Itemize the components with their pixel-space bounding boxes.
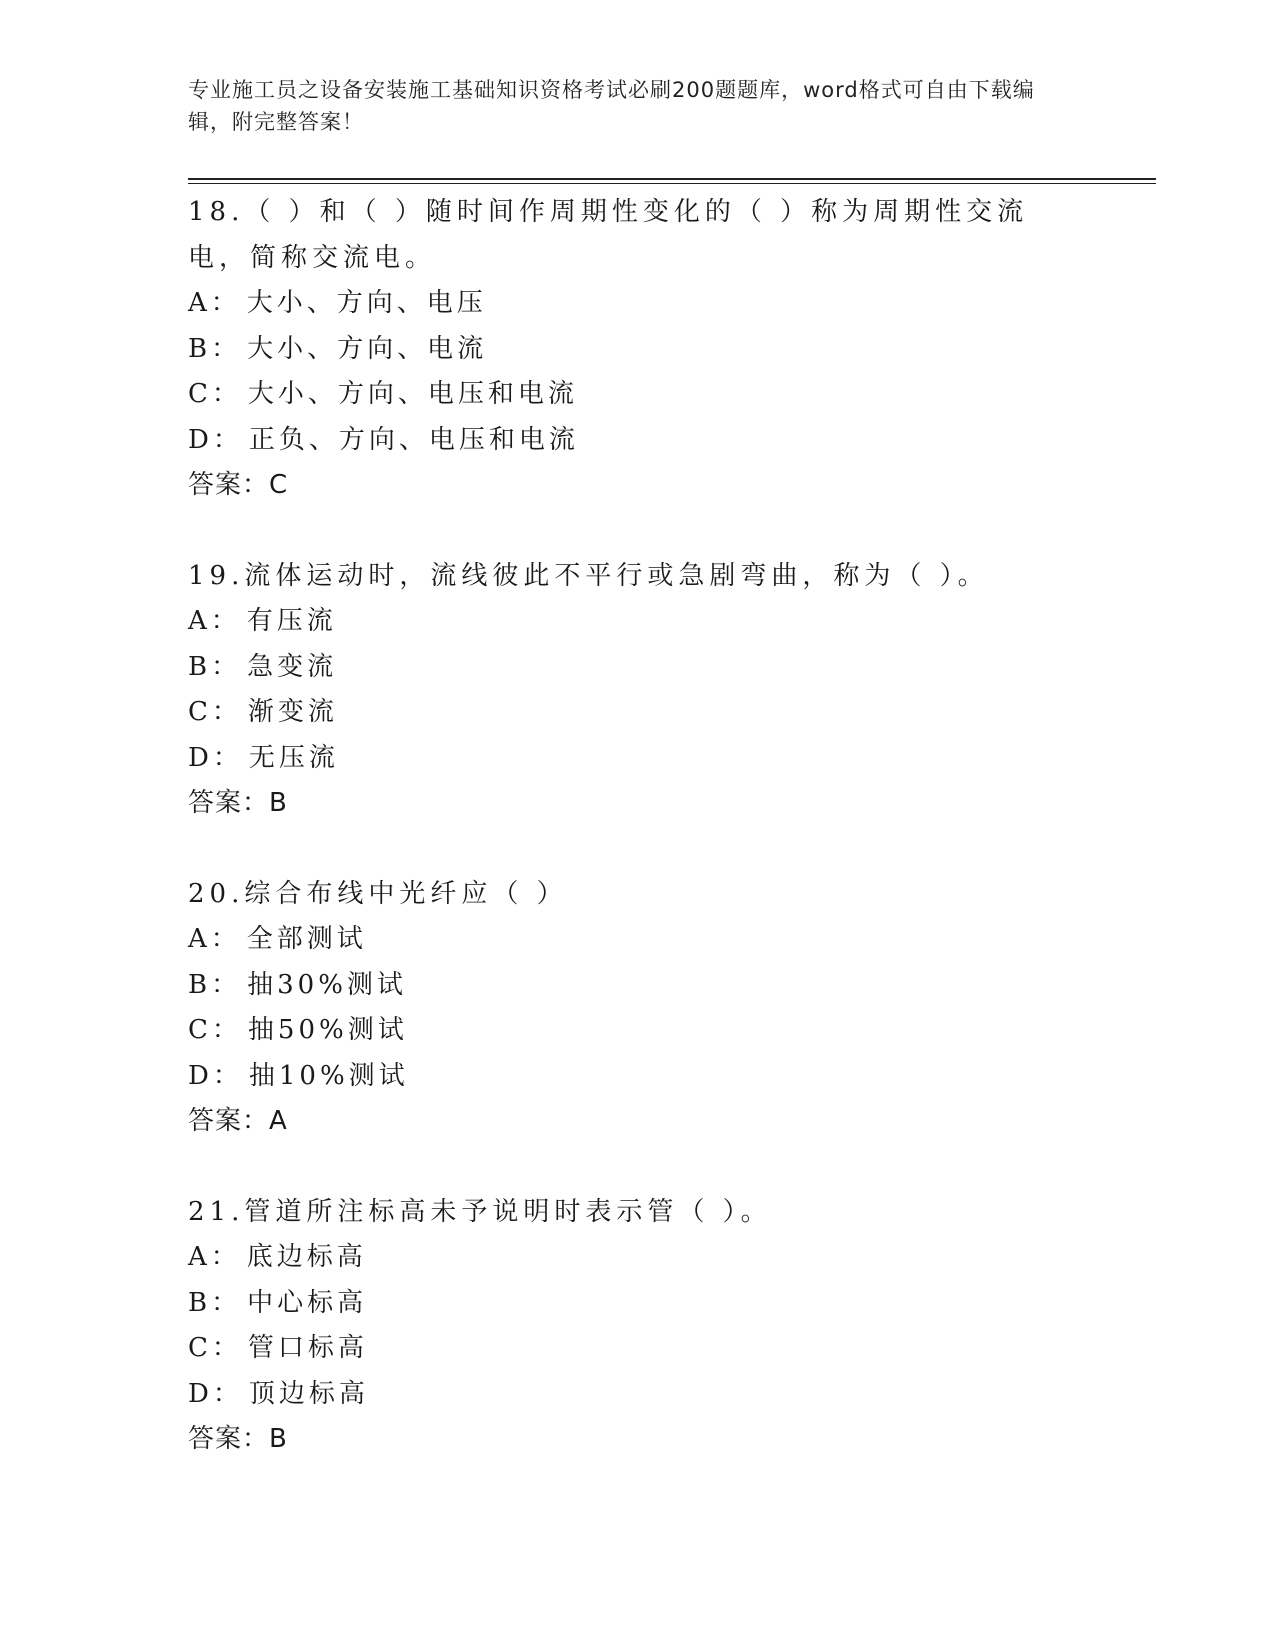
option-a <box>188 281 1068 327</box>
option-key: C： <box>188 1333 242 1363</box>
option-text: 正负、方向、电压和电流 <box>248 424 579 455</box>
question-stem: 21.管道所注标高未予说明时表示管（ ）。 <box>188 1196 772 1227</box>
option-text: 大小、方向、电流 <box>247 333 488 364</box>
option-d <box>188 418 1068 464</box>
option-key: A： <box>188 288 241 318</box>
option-text: 抽50%测试 <box>247 1015 408 1045</box>
question-stem: 19.流体运动时，流线彼此不平行或急剧弯曲，称为（ ）。 <box>188 560 989 591</box>
option-key: A： <box>188 924 241 954</box>
option-text: 抽30%测试 <box>247 969 407 1000</box>
option-key: D： <box>188 1378 243 1409</box>
option-text: 抽10%测试 <box>248 1060 409 1091</box>
option-d <box>188 736 1068 782</box>
answer-line: 答案：A <box>188 1106 288 1136</box>
option-c <box>188 1008 1068 1054</box>
header-rule-thick <box>188 178 1156 180</box>
option-text: 急变流 <box>247 651 338 682</box>
option-c <box>188 1326 1068 1372</box>
option-key: D： <box>188 1060 243 1091</box>
option-key: B： <box>188 1287 242 1318</box>
document-header: 专业施工员之设备安装施工基础知识资格考试必刷200题题库，word格式可自由下载编辑，附完整答案！ <box>188 78 1035 134</box>
option-text: 中心标高 <box>247 1287 368 1318</box>
option-b <box>188 1281 1068 1327</box>
question-stem: 20.综合布线中光纤应（ ） <box>188 878 568 909</box>
option-c <box>188 372 1068 418</box>
option-key: B： <box>188 969 242 1000</box>
option-text: 无压流 <box>248 742 339 773</box>
option-text: 顶边标高 <box>248 1378 369 1409</box>
option-d <box>188 1054 1068 1100</box>
option-a <box>188 917 1068 963</box>
option-text: 有压流 <box>246 606 337 636</box>
option-a <box>188 1235 1068 1281</box>
option-a <box>188 599 1068 645</box>
option-d <box>188 1372 1068 1418</box>
option-b <box>188 327 1068 373</box>
option-text: 大小、方向、电压和电流 <box>247 379 578 409</box>
option-c <box>188 690 1068 736</box>
option-text: 底边标高 <box>246 1242 367 1272</box>
question-list <box>188 190 1068 1508</box>
answer-line: 答案：B <box>188 788 288 818</box>
option-key: B： <box>188 651 242 682</box>
option-key: C： <box>188 697 242 727</box>
answer-line: 答案：C <box>188 470 289 500</box>
option-key: A： <box>188 606 241 636</box>
question-18 <box>188 190 1068 509</box>
option-text: 管口标高 <box>247 1333 368 1363</box>
question-20 <box>188 872 1068 1145</box>
question-19 <box>188 554 1068 827</box>
header-rule-thin <box>188 183 1156 184</box>
option-key: B： <box>188 333 242 364</box>
option-text: 渐变流 <box>247 697 338 727</box>
option-key: D： <box>188 742 243 773</box>
option-key: D： <box>188 424 243 455</box>
option-key: A： <box>188 1242 241 1272</box>
question-stem: 18.（ ）和（ ）随时间作周期性变化的（ ）称为周期性交流电，简称交流电。 <box>188 197 1029 273</box>
option-key: C： <box>188 379 242 409</box>
question-21 <box>188 1190 1068 1463</box>
option-b <box>188 645 1068 691</box>
option-text: 全部测试 <box>246 924 367 954</box>
option-b <box>188 963 1068 1009</box>
option-key: C： <box>188 1015 242 1045</box>
answer-line: 答案：B <box>188 1424 288 1454</box>
option-text: 大小、方向、电压 <box>246 288 487 318</box>
